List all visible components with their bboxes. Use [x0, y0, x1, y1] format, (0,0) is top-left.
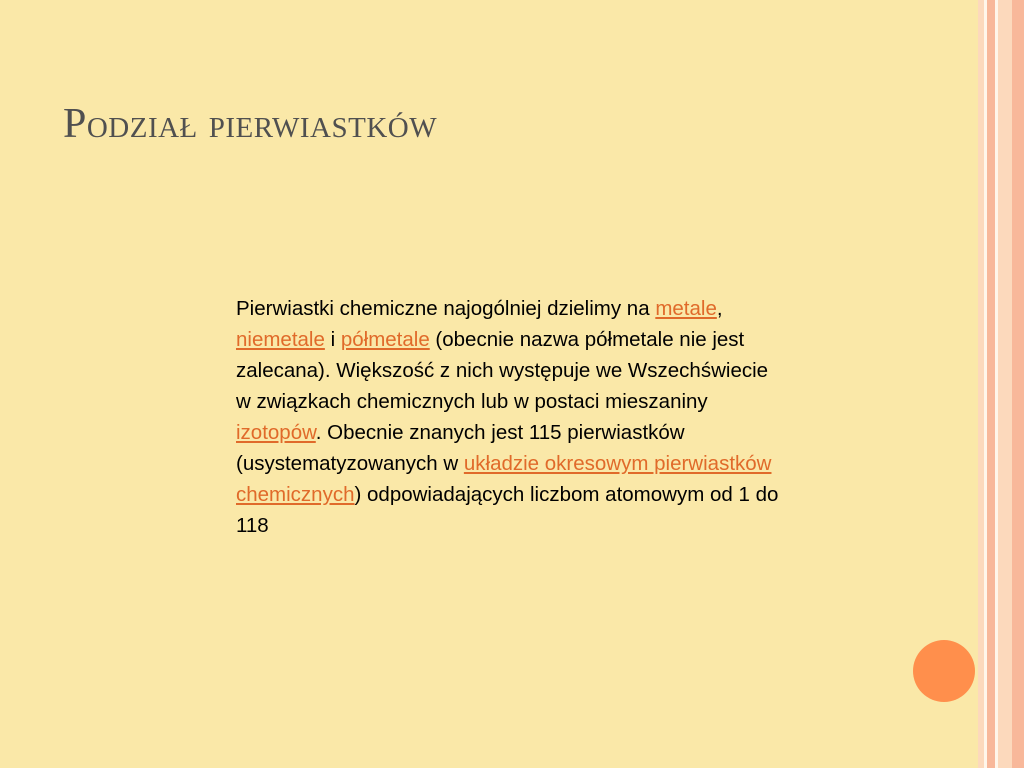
slide-body-text: [236, 293, 784, 541]
body-text-segment: (obecnie nazwa półmetale nie jest zalecana). Większość z nich występuje we Wszechświecie w związkach chemicznych lub w postaci mieszaniny: [236, 328, 769, 413]
link-niemetale[interactable]: niemetale: [236, 328, 325, 351]
slide-title: Podział pierwiastków: [63, 101, 438, 147]
link-metale[interactable]: metale: [655, 297, 717, 320]
link-uklad-okresowy[interactable]: układzie okresowym pierwiastków chemicznych: [236, 452, 772, 506]
decorative-stripe: [998, 0, 1012, 768]
body-text-segment: ) odpowiadających liczbom atomowym od 1 do 118: [236, 483, 779, 537]
body-text-segment: ,: [716, 297, 723, 320]
body-text-segment: Pierwiastki chemiczne najogólniej dzielimy na: [236, 297, 656, 320]
decorative-stripe: [1012, 0, 1024, 768]
link-polmetale[interactable]: półmetale: [340, 328, 430, 351]
body-text-segment: . Obecnie znanych jest 115 pierwiastków (usystematyzowanych w: [236, 421, 685, 475]
decorative-stripe: [987, 0, 995, 768]
decorative-circle: [913, 640, 975, 702]
body-text-segment: i: [324, 328, 341, 351]
link-izotopow[interactable]: izotopów: [236, 421, 316, 444]
